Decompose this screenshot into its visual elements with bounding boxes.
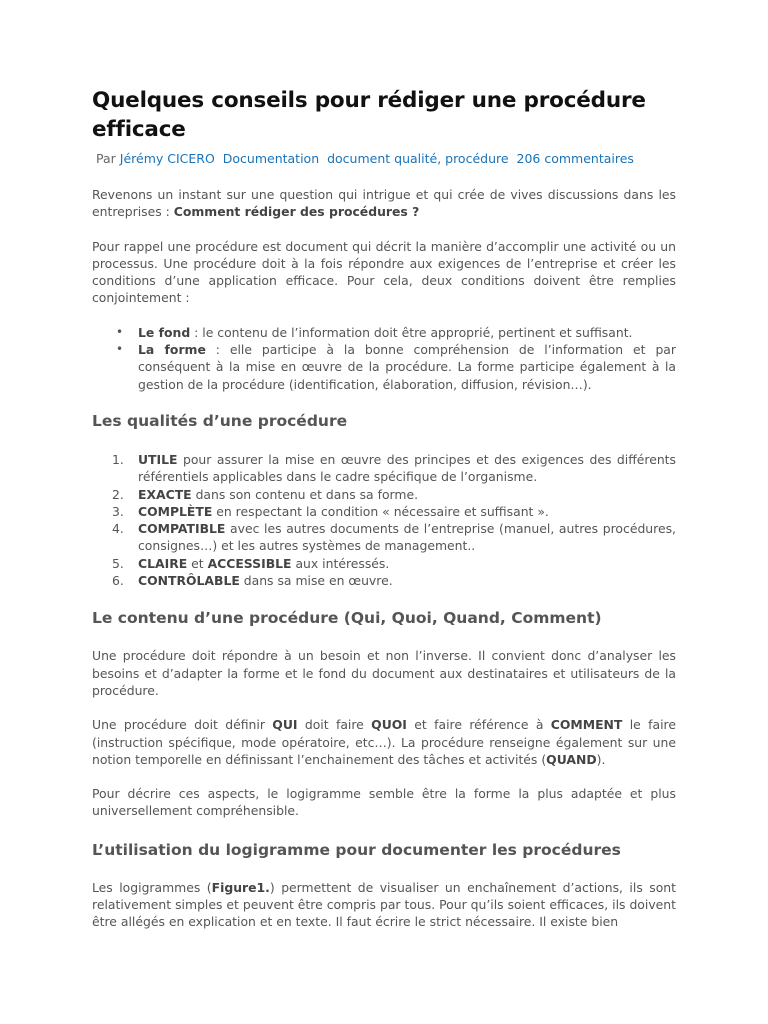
bullet-icon: • — [116, 342, 124, 357]
list-item-term: CLAIRE — [138, 555, 188, 571]
bullet-icon: • — [116, 324, 124, 339]
article-title: Quelques conseils pour rédiger une procédure efficace — [92, 88, 646, 142]
author-link[interactable]: Jérémy CICERO — [119, 151, 215, 166]
list-item — [112, 572, 676, 589]
text-run: doit faire — [297, 717, 372, 733]
list-item-term: La forme — [138, 342, 206, 358]
list-item — [112, 520, 676, 555]
list-item — [112, 555, 676, 572]
text-run: Les logigrammes ( — [92, 879, 212, 895]
keyword-quoi: QUOI — [371, 717, 407, 733]
intro-question: Comment rédiger des procédures ? — [173, 204, 420, 220]
conditions-list — [92, 324, 676, 393]
list-item-term: CONTRÔLABLE — [138, 573, 240, 589]
comments-link[interactable]: 206 commentaires — [516, 151, 634, 166]
keyword-comment: COMMENT — [550, 717, 623, 733]
qualities-list — [92, 451, 676, 589]
list-item-term: Le fond — [138, 324, 191, 340]
text-run: Une procédure doit définir — [92, 717, 273, 733]
list-item-connector: et — [187, 555, 208, 571]
content-paragraph-3: Pour décrire ces aspects, le logigramme semble être la forme la plus adaptée et plus universellement compréhensible. — [92, 786, 676, 819]
list-item-term: COMPLÈTE — [138, 503, 213, 519]
list-item-text: aux intéressés. — [291, 555, 390, 571]
category-link[interactable]: Documentation — [222, 151, 320, 166]
figure-reference: Figure1. — [211, 879, 270, 895]
list-item — [112, 486, 676, 503]
list-item-text: dans sa mise en œuvre. — [239, 573, 393, 589]
text-run: ). — [596, 751, 606, 767]
list-item-text: pour assurer la mise en œuvre des principes et des exigences des différents référentiels applicables dans le cadre spécifique de l’organisme. — [138, 451, 676, 485]
article — [92, 86, 676, 931]
logigram-paragraph — [92, 879, 676, 931]
list-number: 3. — [112, 503, 124, 519]
keyword-quand: QUAND — [546, 751, 597, 767]
list-item-term: UTILE — [138, 451, 178, 467]
list-number: 4. — [112, 521, 124, 537]
logigram-heading: L’utilisation du logigramme pour documenter les procédures — [92, 840, 621, 859]
content-paragraph-1: Une procédure doit répondre à un besoin et non l’inverse. Il convient donc d’analyser les besoins et d’adapter la forme et le fond du document aux destinataires et utilisateurs de la procédure. — [92, 648, 676, 698]
meta-by: Par — [96, 151, 116, 166]
content-heading: Le contenu d’une procédure (Qui, Quoi, Quand, Comment) — [92, 609, 602, 628]
list-item-term-2: ACCESSIBLE — [207, 555, 292, 571]
tags-link[interactable]: document qualité, procédure — [327, 151, 509, 166]
list-item-text: : le contenu de l’information doit être approprié, pertinent et suffisant. — [190, 324, 633, 340]
keyword-qui: QUI — [272, 717, 298, 733]
list-number: 1. — [112, 451, 124, 467]
content-paragraph-2 — [92, 716, 676, 768]
text-run: et faire référence à — [406, 717, 551, 733]
list-item-text: dans son contenu et dans sa forme. — [191, 486, 419, 502]
list-item-text: en respectant la condition « nécessaire et suffisant ». — [212, 503, 549, 519]
list-item — [116, 324, 676, 341]
list-item — [112, 451, 676, 486]
list-item-term: EXACTE — [138, 486, 192, 502]
list-item — [112, 503, 676, 520]
text-run: le faire (instruction spécifique, mode opératoire, etc…). La procédure renseigne également sur une notion temporelle en définissant l’enchainement des tâches et activités ( — [92, 717, 676, 767]
list-item — [116, 341, 676, 393]
text-run: ) permettent de visualiser un enchaînement d’actions, ils sont relativement simples et peuvent être compris par tous. Pour qu’ils soient efficaces, ils doivent être allégés en explication et en texte. Il faut écrire le strict nécessaire. Il existe bien — [92, 879, 676, 930]
intro-text: Revenons un instant sur une question qui intrigue et qui crée de vives discussions dans les entreprises : — [92, 187, 676, 220]
list-number: 6. — [112, 573, 124, 589]
list-item-text: : elle participe à la bonne compréhension de l’information et par conséquent à la mise en œuvre de la procédure. La forme participe également à la gestion de la procédure (identification, élaboration, diffusion, révision…). — [138, 342, 676, 392]
intro-paragraph — [92, 186, 676, 221]
list-item-term: COMPATIBLE — [138, 521, 226, 537]
qualities-heading: Les qualités d’une procédure — [92, 411, 348, 430]
list-number: 2. — [112, 486, 124, 502]
article-meta — [96, 150, 676, 167]
recall-paragraph: Pour rappel une procédure est document qui décrit la manière d’accomplir une activité ou un processus. Une procédure doit à la fois répondre aux exigences de l’entreprise et créer les conditions d’une application efficace. Pour cela, deux conditions doivent être remplies conjointement : — [92, 238, 676, 306]
list-item-text: avec les autres documents de l’entreprise (manuel, autres procédures, consignes…) et les autres systèmes de management.. — [138, 521, 676, 554]
list-number: 5. — [112, 555, 124, 571]
